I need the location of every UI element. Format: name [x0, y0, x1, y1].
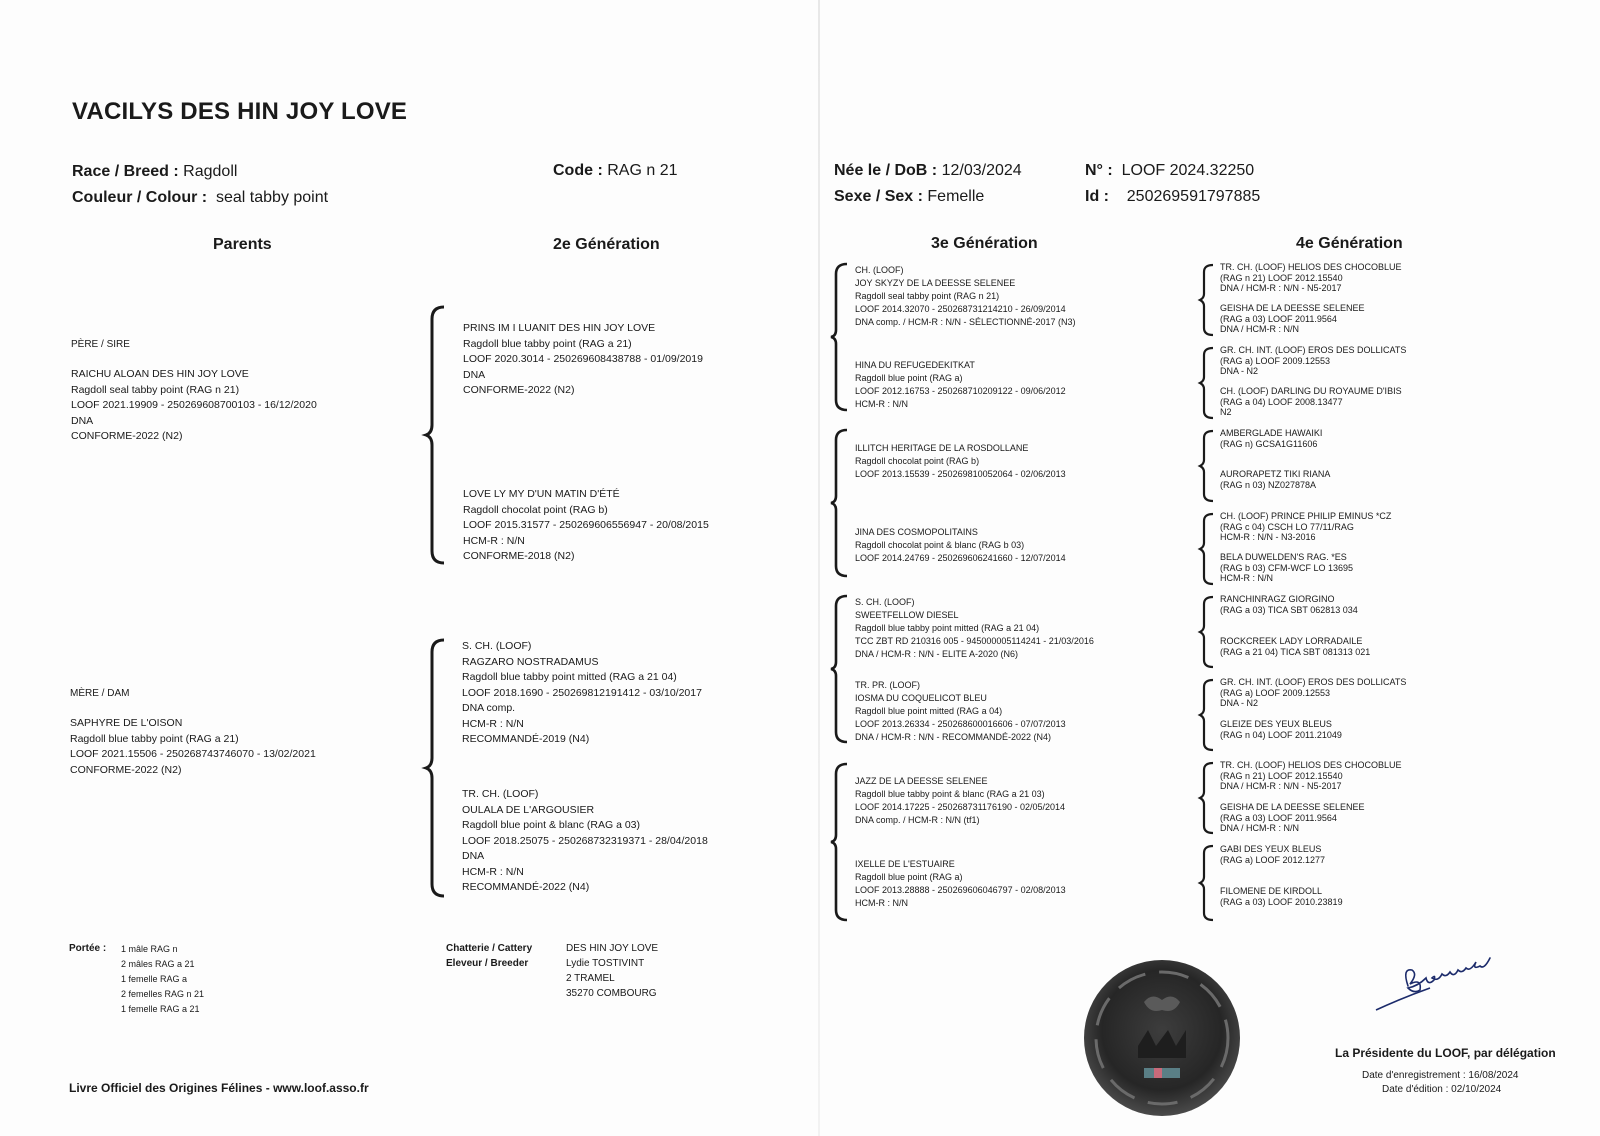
gen4-entry-7: [1220, 511, 1391, 543]
gen2-brace-sire: [424, 305, 448, 565]
gen3-7-line-4: DNA comp. / HCM-R : N/N (tf1): [855, 815, 980, 825]
code-value: RAG n 21: [607, 162, 678, 179]
gen2-entry-3: [462, 639, 702, 748]
gen2-1-line-4: DNA: [463, 368, 486, 381]
gen4-brace-7: [1198, 761, 1216, 835]
gen3-8-line-2: Ragdoll blue point (RAG a): [855, 872, 963, 882]
litter-line-4: 2 femelles RAG n 21: [121, 989, 205, 999]
gen3-3-line-3: LOOF 2013.15539 - 250269810052064 - 02/06/2013: [855, 469, 1066, 479]
gen4-3-line-3: DNA - N2: [1220, 366, 1259, 376]
gen2-1-line-1: PRINS IM I LUANIT DES HIN JOY LOVE: [463, 322, 656, 334]
gen3-4-line-2: Ragdoll chocolat point & blanc (RAG b 03): [855, 540, 1025, 550]
sex-row: [834, 184, 984, 210]
sire-registration: LOOF 2021.19909 - 250269608700103 - 16/12/2020: [71, 399, 317, 411]
gen4-15-line-1: GABI DES YEUX BLEUS: [1220, 844, 1322, 854]
gen3-entry-1: [855, 264, 1076, 329]
gen2-4-line-5: DNA: [462, 850, 485, 862]
breeder-block: [566, 956, 657, 1001]
gen4-4-line-1: CH. (LOOF) DARLING DU ROYAUME D'IBIS: [1220, 386, 1402, 396]
gen2-2-line-4: HCM-R : N/N: [463, 534, 525, 547]
sex-value: Femelle: [927, 188, 985, 205]
gen4-entry-10: [1220, 636, 1370, 657]
gen4-brace-3: [1198, 429, 1216, 503]
footer-text: Livre Officiel des Origines Félines - www.loof.asso.fr: [69, 1081, 369, 1095]
gen2-2-line-5: CONFORME-2018 (N2): [463, 550, 575, 562]
gen4-entry-12: [1220, 719, 1342, 740]
cat-name-title: VACILYS DES HIN JOY LOVE: [72, 98, 408, 125]
gen3-brace-2: [829, 428, 851, 578]
gen2-4-line-7: RECOMMANDÉ-2022 (N4): [462, 881, 590, 893]
gen2-2-line-1: LOVE LY MY D'UN MATIN D'ÉTÉ: [463, 488, 620, 500]
gen3-5-line-5: DNA / HCM-R : N/N - ELITE A-2020 (N6): [855, 649, 1019, 659]
gen3-2-line-4: HCM-R : N/N: [855, 399, 908, 409]
gen3-8-line-1: IXELLE DE L'ESTUAIRE: [855, 859, 955, 869]
gen3-entry-4: [855, 526, 1066, 565]
gen3-brace-3: [829, 594, 851, 744]
gen4-7-line-1: CH. (LOOF) PRINCE PHILIP EMINUS *CZ: [1220, 511, 1392, 521]
signatory-text: La Présidente du LOOF, par délégation: [1335, 1046, 1556, 1060]
gen2-4-line-6: HCM-R : N/N: [462, 865, 524, 878]
gen3-2-line-3: LOOF 2012.16753 - 250268710209122 - 09/06/2012: [855, 386, 1066, 396]
gen2-2-line-2: Ragdoll chocolat point (RAG b): [463, 503, 608, 516]
gen3-2-line-2: Ragdoll blue point (RAG a): [855, 373, 963, 383]
gen4-14-line-1: GEISHA DE LA DEESSE SELENEE: [1220, 802, 1365, 812]
gen4-entry-14: [1220, 802, 1365, 834]
dam-conformity: CONFORME-2022 (N2): [70, 763, 182, 776]
gen4-6-line-1: AURORAPETZ TIKI RIANA: [1220, 469, 1331, 479]
gen3-brace-1: [829, 262, 851, 412]
gen2-1-line-2: Ragdoll blue tabby point (RAG a 21): [463, 337, 632, 350]
litter-list: [121, 942, 204, 1017]
gen4-entry-1: [1220, 262, 1402, 294]
gen4-entry-11: [1220, 677, 1406, 709]
gen2-3-line-2: RAGZARO NOSTRADAMUS: [462, 655, 599, 668]
registration-date: Date d'enregistrement : 16/08/2024: [1362, 1070, 1519, 1081]
dam-registration: LOOF 2021.15506 - 250268743746070 - 13/02/2021: [70, 748, 316, 760]
gen4-16-line-1: FILOMENE DE KIRDOLL: [1220, 886, 1323, 896]
heading-gen4: 4e Génération: [1296, 235, 1403, 252]
heading-gen2: 2e Génération: [553, 236, 660, 253]
gen4-15-line-2: (RAG a) LOOF 2012.1277: [1220, 854, 1326, 865]
gen4-brace-1: [1198, 263, 1216, 337]
gen4-entry-3: [1220, 345, 1406, 377]
gen4-brace-5: [1198, 595, 1216, 669]
sire-block: [71, 367, 317, 445]
gen4-1-line-3: DNA / HCM-R : N/N - N5-2017: [1220, 283, 1342, 293]
gen3-6-line-2: IOSMA DU COQUELICOT BLEU: [855, 693, 987, 703]
colour-value: seal tabby point: [216, 189, 329, 206]
gen3-5-line-4: TCC ZBT RD 210316 005 - 945000005114241 - 21/03/2016: [855, 636, 1094, 646]
gen3-6-line-1: TR. PR. (LOOF): [855, 680, 920, 690]
gen4-5-line-2: (RAG n) GCSA1G11606: [1220, 438, 1318, 449]
litter-line-5: 1 femelle RAG a 21: [121, 1004, 200, 1014]
gen4-brace-6: [1198, 678, 1216, 752]
gen2-entry-1: [463, 321, 703, 399]
sire-name: RAICHU ALOAN DES HIN JOY LOVE: [71, 368, 249, 380]
gen4-6-line-2: (RAG n 03) NZ027878A: [1220, 479, 1317, 490]
gen4-11-line-1: GR. CH. INT. (LOOF) EROS DES DOLLICATS: [1220, 677, 1407, 687]
cattery-label: Chatterie / Cattery: [446, 943, 533, 954]
gen3-5-line-3: Ragdoll blue tabby point mitted (RAG a 21 04): [855, 623, 1040, 633]
gen4-2-line-1: GEISHA DE LA DEESSE SELENEE: [1220, 303, 1365, 313]
gen4-11-line-2: (RAG a) LOOF 2009.12553: [1220, 687, 1331, 698]
gen4-4-line-3: N2: [1220, 407, 1232, 417]
dam-label: MÈRE / DAM: [70, 688, 130, 699]
heading-parents: Parents: [213, 236, 272, 253]
gen3-7-line-3: LOOF 2014.17225 - 250268731176190 - 02/05/2014: [855, 802, 1066, 812]
gen4-14-line-2: (RAG a 03) LOOF 2011.9564: [1220, 812, 1337, 823]
gen4-7-line-2: (RAG c 04) CSCH LO 77/11/RAG: [1220, 521, 1354, 532]
gen3-entry-5: [855, 596, 1094, 661]
gen2-3-line-6: HCM-R : N/N: [462, 717, 524, 730]
gen2-3-line-7: RECOMMANDÉ-2019 (N4): [462, 733, 590, 745]
edition-date: Date d'édition : 02/10/2024: [1382, 1084, 1502, 1095]
gen3-4-line-3: LOOF 2014.24769 - 250269606241660 - 12/07/2014: [855, 553, 1066, 563]
gen3-4-line-1: JINA DES COSMOPOLITAINS: [855, 527, 978, 537]
gen4-13-line-2: (RAG n 21) LOOF 2012.15540: [1220, 770, 1343, 781]
gen4-brace-8: [1198, 844, 1216, 922]
breed-value: Ragdoll: [183, 163, 238, 180]
gen4-2-line-2: (RAG a 03) LOOF 2011.9564: [1220, 313, 1337, 324]
dob-value: 12/03/2024: [941, 162, 1022, 179]
gen3-1-line-1: CH. (LOOF): [855, 265, 904, 275]
gen2-4-line-1: TR. CH. (LOOF): [462, 788, 539, 800]
dob-label: Née le / DoB :: [834, 162, 938, 179]
gen2-4-line-2: OULALA DE L'ARGOUSIER: [462, 803, 595, 816]
number-row: [1085, 158, 1254, 184]
gen3-entry-3: [855, 442, 1066, 481]
code-row: [553, 158, 678, 184]
gen3-6-line-3: Ragdoll blue point mitted (RAG a 04): [855, 706, 1003, 716]
gen3-brace-4: [829, 762, 851, 922]
gen3-1-line-2: JOY SKYZY DE LA DEESSE SELENEE: [855, 278, 1016, 288]
gen3-entry-2: [855, 359, 1066, 411]
gen4-entry-9: [1220, 594, 1358, 615]
breeder-address: 2 TRAMEL: [566, 973, 615, 984]
gen4-9-line-2: (RAG a 03) TICA SBT 062813 034: [1220, 604, 1358, 615]
number-label: N° :: [1085, 162, 1113, 179]
gen4-brace-4: [1198, 512, 1216, 586]
gen4-2-line-3: DNA / HCM-R : N/N: [1220, 324, 1300, 334]
gen4-10-line-2: (RAG a 21 04) TICA SBT 081313 021: [1220, 646, 1371, 657]
gen3-1-line-5: DNA comp. / HCM-R : N/N - SÉLECTIONNÉ-2017 (N3): [855, 317, 1076, 327]
gen2-entry-2: [463, 487, 709, 565]
breed-row: [72, 159, 237, 185]
gen4-11-line-3: DNA - N2: [1220, 698, 1259, 708]
id-value: 250269591797885: [1126, 188, 1261, 205]
gen4-1-line-2: (RAG n 21) LOOF 2012.15540: [1220, 272, 1343, 283]
id-label: Id :: [1085, 188, 1109, 205]
gen3-entry-8: [855, 858, 1066, 910]
gen2-3-line-1: S. CH. (LOOF): [462, 640, 532, 652]
breeder-city: 35270 COMBOURG: [566, 988, 657, 999]
dam-name: SAPHYRE DE L'OISON: [70, 717, 183, 729]
gen3-5-line-1: S. CH. (LOOF): [855, 597, 915, 607]
gen4-entry-4: [1220, 386, 1402, 418]
gen3-1-line-3: Ragdoll seal tabby point (RAG n 21): [855, 291, 1000, 301]
gen3-1-line-4: LOOF 2014.32070 - 250268731214210 - 26/09/2014: [855, 304, 1066, 314]
gen2-4-line-3: Ragdoll blue point & blanc (RAG a 03): [462, 819, 641, 831]
gen4-4-line-2: (RAG a 04) LOOF 2008.13477: [1220, 396, 1343, 407]
gen4-entry-13: [1220, 760, 1402, 792]
gen2-entry-4: [462, 787, 708, 896]
gen4-7-line-3: HCM-R : N/N - N3-2016: [1220, 532, 1316, 542]
sire-dna: DNA: [71, 414, 94, 427]
signature: [1372, 948, 1502, 1018]
gen4-16-line-2: (RAG a 03) LOOF 2010.23819: [1220, 896, 1343, 907]
gen3-6-line-4: LOOF 2013.26334 - 250268600016606 - 07/07/2013: [855, 719, 1066, 729]
gen4-3-line-2: (RAG a) LOOF 2009.12553: [1220, 355, 1331, 366]
gen4-brace-2: [1198, 346, 1216, 420]
cattery-value: DES HIN JOY LOVE: [566, 943, 659, 954]
breeder-label: Eleveur / Breeder: [446, 958, 529, 969]
gen4-entry-8: [1220, 552, 1353, 584]
gen2-2-line-3: LOOF 2015.31577 - 250269606556947 - 20/08/2015: [463, 519, 709, 531]
sire-breed: Ragdoll seal tabby point (RAG n 21): [71, 383, 240, 396]
sire-label: PÈRE / SIRE: [71, 339, 130, 350]
gen3-3-line-1: ILLITCH HERITAGE DE LA ROSDOLLANE: [855, 443, 1029, 453]
dam-breed: Ragdoll blue tabby point (RAG a 21): [70, 732, 239, 745]
gen4-10-line-1: ROCKCREEK LADY LORRADAILE: [1220, 636, 1363, 646]
gen4-12-line-2: (RAG n 04) LOOF 2011.21049: [1220, 729, 1342, 740]
sex-label: Sexe / Sex :: [834, 188, 923, 205]
litter-line-3: 1 femelle RAG a: [121, 974, 188, 984]
gen3-entry-6: [855, 679, 1066, 744]
gen3-3-line-2: Ragdoll chocolat point (RAG b): [855, 456, 980, 466]
colour-row: [72, 185, 328, 211]
gen4-3-line-1: GR. CH. INT. (LOOF) EROS DES DOLLICATS: [1220, 345, 1407, 355]
gen4-5-line-1: AMBERGLADE HAWAIKI: [1220, 428, 1323, 438]
gen2-1-line-5: CONFORME-2022 (N2): [463, 384, 575, 396]
gen4-entry-2: [1220, 303, 1365, 335]
gen3-5-line-2: SWEETFELLOW DIESEL: [855, 610, 959, 620]
litter-label: Portée :: [69, 943, 107, 954]
gen3-7-line-1: JAZZ DE LA DEESSE SELENEE: [855, 776, 988, 786]
gen2-3-line-4: LOOF 2018.1690 - 250269812191412 - 03/10/2017: [462, 686, 702, 699]
gen2-brace-dam: [424, 638, 448, 898]
gen4-9-line-1: RANCHINRAGZ GIORGINO: [1220, 594, 1335, 604]
gen2-1-line-3: LOOF 2020.3014 - 250269608438788 - 01/09/2019: [463, 353, 703, 365]
gen4-entry-5: [1220, 428, 1322, 449]
breeder-name: Lydie TOSTIVINT: [566, 958, 645, 969]
gen4-12-line-1: GLEIZE DES YEUX BLEUS: [1220, 719, 1332, 729]
gen4-13-line-1: TR. CH. (LOOF) HELIOS DES CHOCOBLUE: [1220, 760, 1402, 770]
gen4-8-line-2: (RAG b 03) CFM-WCF LO 13695: [1220, 562, 1354, 573]
litter-line-1: 1 mâle RAG n: [121, 944, 178, 954]
dam-block: [70, 716, 316, 778]
gen4-8-line-1: BELA DUWELDEN'S RAG. *ES: [1220, 552, 1347, 562]
hologram-seal-icon: [1082, 958, 1242, 1118]
heading-gen3: 3e Génération: [931, 235, 1038, 252]
gen4-1-line-1: TR. CH. (LOOF) HELIOS DES CHOCOBLUE: [1220, 262, 1402, 272]
id-row: [1085, 184, 1260, 210]
gen3-8-line-4: HCM-R : N/N: [855, 898, 908, 908]
dob-row: [834, 158, 1022, 184]
gen3-2-line-1: HINA DU REFUGEDEKITKAT: [855, 360, 975, 370]
sire-conformity: CONFORME-2022 (N2): [71, 430, 183, 442]
gen3-7-line-2: Ragdoll blue tabby point & blanc (RAG a 21 03): [855, 789, 1045, 799]
litter-line-2: 2 mâles RAG a 21: [121, 959, 195, 969]
gen4-8-line-3: HCM-R : N/N: [1220, 573, 1273, 583]
gen3-8-line-3: LOOF 2013.28888 - 250269606046797 - 02/08/2013: [855, 885, 1066, 895]
gen3-6-line-5: DNA / HCM-R : N/N - RECOMMANDÉ-2022 (N4): [855, 732, 1052, 742]
gen4-entry-15: [1220, 844, 1325, 865]
gen2-4-line-4: LOOF 2018.25075 - 250268732319371 - 28/04/2018: [462, 834, 708, 847]
code-label: Code :: [553, 162, 603, 179]
breed-label: Race / Breed :: [72, 163, 179, 180]
colour-label: Couleur / Colour :: [72, 189, 208, 206]
gen4-13-line-3: DNA / HCM-R : N/N - N5-2017: [1220, 781, 1342, 791]
gen4-entry-6: [1220, 469, 1330, 490]
gen4-14-line-3: DNA / HCM-R : N/N: [1220, 823, 1300, 833]
page-fold: [818, 0, 820, 1136]
gen3-entry-7: [855, 775, 1065, 827]
gen2-3-line-3: Ragdoll blue tabby point mitted (RAG a 21 04): [462, 671, 677, 683]
gen4-entry-16: [1220, 886, 1343, 907]
number-value: LOOF 2024.32250: [1121, 162, 1255, 179]
gen2-3-line-5: DNA comp.: [462, 702, 516, 714]
